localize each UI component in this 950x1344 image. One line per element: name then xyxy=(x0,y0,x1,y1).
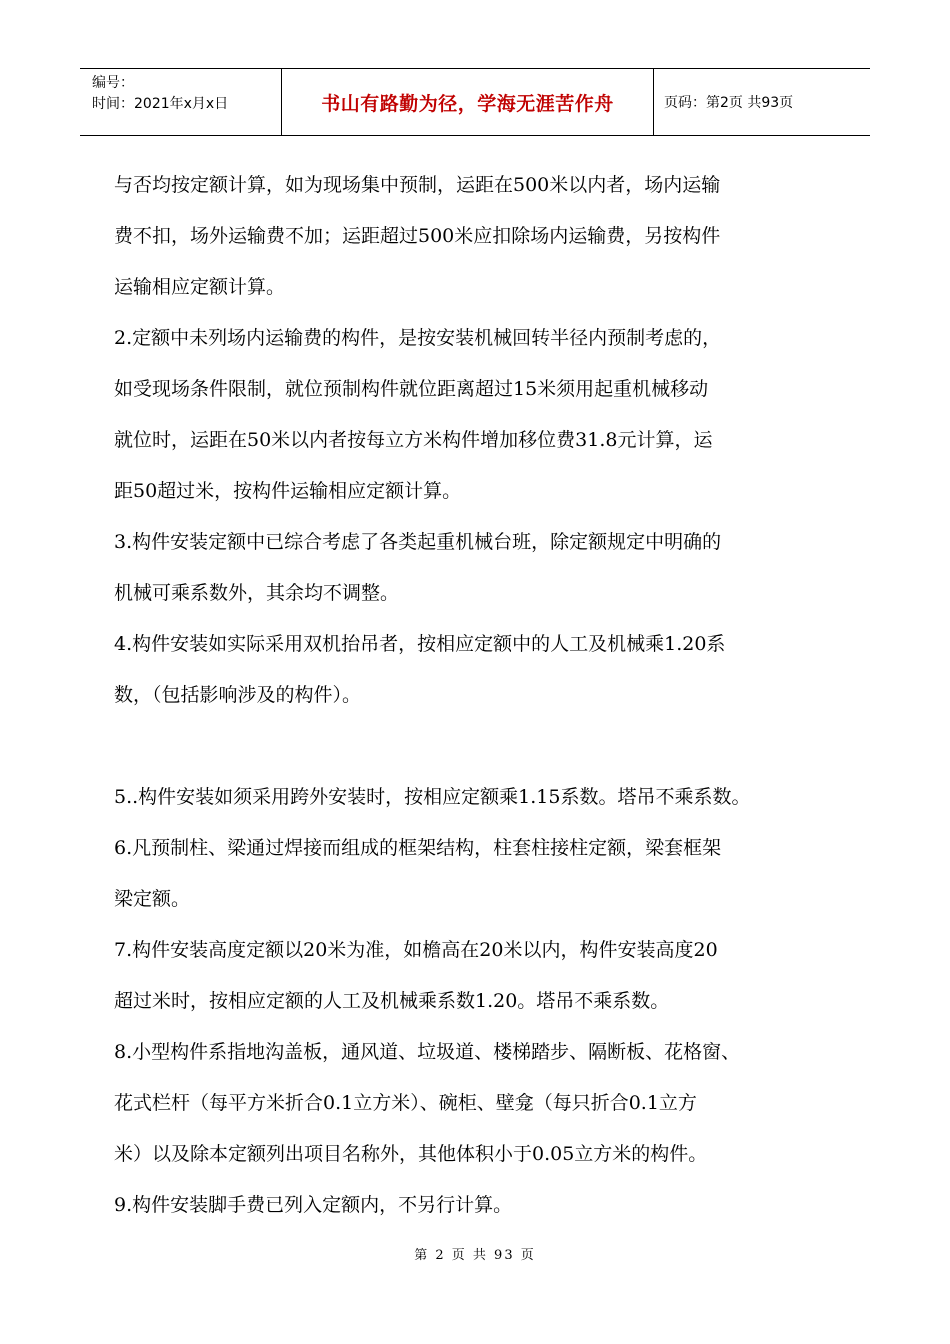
document-body xyxy=(114,160,854,1231)
text-line: 就位时，运距在50米以内者按每立方米构件增加移位费31.8元计算，运 xyxy=(114,429,713,451)
time-label: 时间：2021年x月x日 xyxy=(92,96,229,112)
text-line: 3.构件安装定额中已综合考虑了各类起重机械台班，除定额规定中明确的 xyxy=(114,531,722,553)
text-line: 4.构件安装如实际采用双机抬吊者，按相应定额中的人工及机械乘1.20系 xyxy=(114,633,726,655)
text-line: 8.小型构件系指地沟盖板，通风道、垃圾道、楼梯踏步、隔断板、花格窗、 xyxy=(114,1041,741,1063)
blank-line xyxy=(114,721,854,772)
header-middle-cell xyxy=(282,69,654,135)
text-line: 花式栏杆（每平方米折合0.1立方米）、碗柜、壁龛（每只折合0.1立方 xyxy=(114,1092,697,1114)
text-line: 9.构件安装脚手费已列入定额内，不另行计算。 xyxy=(114,1194,513,1216)
text-line: 机械可乘系数外，其余均不调整。 xyxy=(114,582,400,604)
motto-text: 书山有路勤为径，学海无涯苦作舟 xyxy=(321,92,614,115)
text-line: 如受现场条件限制，就位预制构件就位距离超过15米须用起重机械移动 xyxy=(114,378,709,400)
text-line: 米）以及除本定额列出项目名称外，其他体积小于0.05立方米的构件。 xyxy=(114,1143,708,1165)
page-header xyxy=(80,68,870,136)
code-label: 编号： xyxy=(92,75,134,91)
text-line: 2.定额中未列场内运输费的构件，是按安装机械回转半径内预制考虑的， xyxy=(114,327,722,349)
page-footer: 第 2 页 共 93 页 xyxy=(414,1248,536,1263)
header-left-cell xyxy=(80,69,282,135)
text-line: 梁定额。 xyxy=(114,888,191,910)
text-line: 距50超过米，按构件运输相应定额计算。 xyxy=(114,480,462,502)
header-right-cell xyxy=(654,69,870,135)
text-line: 6.凡预制柱、梁通过焊接而组成的框架结构，柱套柱接柱定额，梁套框架 xyxy=(114,837,722,859)
text-line: 与否均按定额计算，如为现场集中预制，运距在500米以内者，场内运输 xyxy=(114,174,721,196)
text-line: 运输相应定额计算。 xyxy=(114,276,286,298)
text-line: 费不扣，场外运输费不加；运距超过500米应扣除场内运输费，另按构件 xyxy=(114,225,721,247)
text-line: 7.构件安装高度定额以20米为准，如檐高在20米以内，构件安装高度20 xyxy=(114,939,718,961)
text-line: 5..构件安装如须采用跨外安装时，按相应定额乘1.15系数。塔吊不乘系数。 xyxy=(114,786,751,808)
page-info: 页码：第2页 共93页 xyxy=(664,95,794,111)
text-line: 数，（包括影响涉及的构件）。 xyxy=(114,684,362,706)
text-line: 超过米时，按相应定额的人工及机械乘系数1.20。塔吊不乘系数。 xyxy=(114,990,670,1012)
